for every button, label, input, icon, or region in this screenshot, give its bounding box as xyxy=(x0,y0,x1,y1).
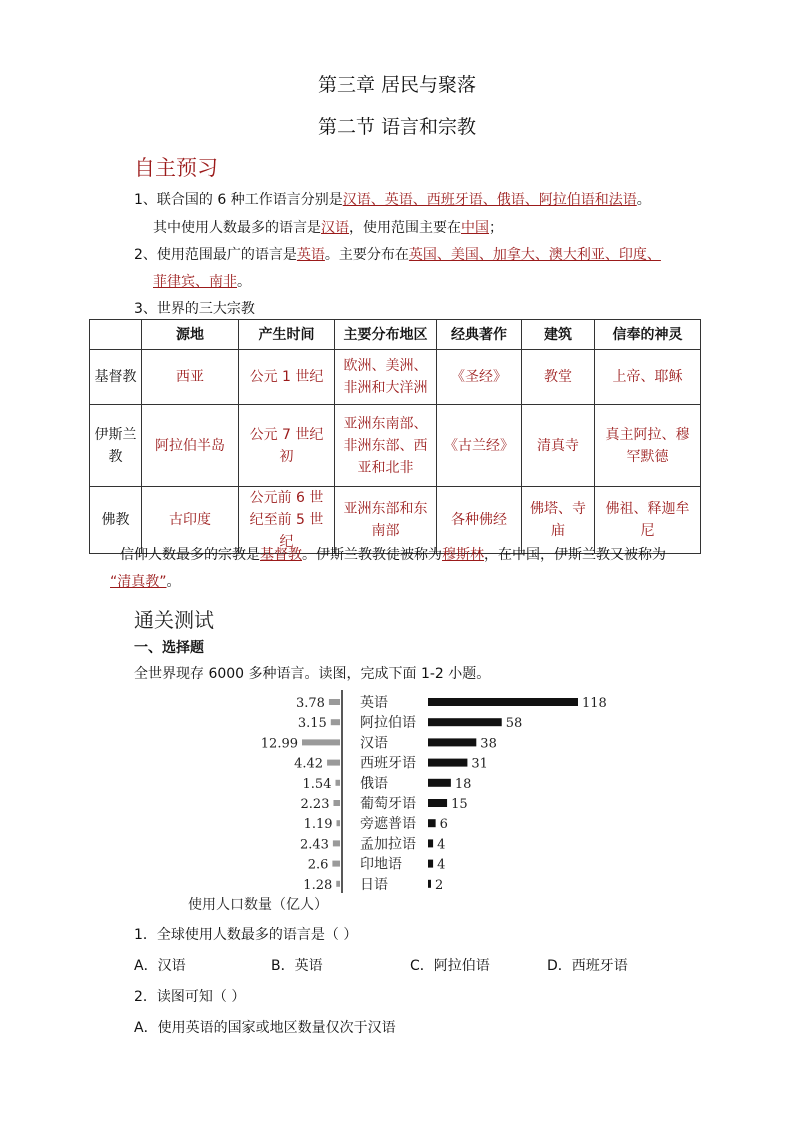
table-cell: 佛塔、寺庙 xyxy=(522,487,595,554)
preview-q2-line2: 菲律宾、南非。 xyxy=(153,274,251,290)
table-header-cell: 建筑 xyxy=(522,320,595,350)
left-value-label: 2.23 xyxy=(300,797,330,812)
question-2: 2．读图可知（ ） xyxy=(134,989,246,1005)
religion-table xyxy=(89,319,701,554)
category-label: 英语 xyxy=(360,695,388,711)
q1-answer-2: 汉语 xyxy=(321,220,349,236)
table-cell: 亚洲东部和东南部 xyxy=(335,487,437,554)
question-1: 1．全球使用人数最多的语言是（ ） xyxy=(134,927,358,943)
left-value-label: 1.28 xyxy=(303,877,333,893)
table-cell: 公元 7 世纪初 xyxy=(239,405,335,487)
right-value-label: 18 xyxy=(454,776,472,792)
preview-note-line2: “清真教”。 xyxy=(110,574,181,590)
left-value-label: 1.54 xyxy=(302,776,332,792)
right-value-label: 4 xyxy=(437,857,446,873)
category-label: 印地语 xyxy=(360,856,402,873)
section-title: 第二节 语言和宗教 xyxy=(317,116,477,138)
table-header-cell: 主要分布地区 xyxy=(335,320,437,350)
q2-answer-2a: 英国、美国、加拿大、澳大利亚、印度、 xyxy=(408,247,661,263)
left-value-label: 3.78 xyxy=(295,696,325,711)
left-value-label: 2.6 xyxy=(307,857,329,873)
table-cell: 《古兰经》 xyxy=(437,405,522,487)
left-value-label: 2.43 xyxy=(299,837,329,853)
preview-q1-line2: 其中使用人数最多的语言是汉语，使用范围主要在中国； xyxy=(153,220,503,236)
table-cell: 西亚 xyxy=(142,350,239,405)
right-value-label: 4 xyxy=(437,837,446,853)
left-bar xyxy=(333,800,340,806)
table-header-cell xyxy=(90,320,142,350)
table-cell: 各种佛经 xyxy=(437,487,522,554)
chapter-title: 第三章 居民与聚落 xyxy=(317,74,477,96)
q1-option-b[interactable]: B．英语 xyxy=(271,958,323,974)
right-value-label: 15 xyxy=(451,797,468,812)
table-cell: 教堂 xyxy=(522,350,595,405)
table-header-cell: 产生时间 xyxy=(239,320,335,350)
table-cell: 公元前 6 世纪至前 5 世纪 xyxy=(239,487,335,554)
q1-option-c[interactable]: C．阿拉伯语 xyxy=(410,958,490,974)
table-cell: 上帝、耶稣 xyxy=(595,350,701,405)
table-cell: 公元 1 世纪 xyxy=(239,350,335,405)
left-value-label: 3.15 xyxy=(297,716,327,732)
q1-answer-3: 中国 xyxy=(461,220,489,236)
table-cell: 亚洲东南部、非洲东部、西亚和北非 xyxy=(335,405,437,487)
table-cell: 古印度 xyxy=(142,487,239,554)
right-bar xyxy=(428,839,433,847)
q1-option-d[interactable]: D．西班牙语 xyxy=(547,958,628,974)
right-bar xyxy=(428,799,447,807)
table-row xyxy=(90,405,701,487)
right-bar xyxy=(428,860,433,868)
right-bar xyxy=(428,880,431,888)
left-value-label: 12.99 xyxy=(260,736,298,752)
table-header-cell: 信奉的神灵 xyxy=(595,320,701,350)
table-header-row xyxy=(90,320,701,350)
preview-q3-title: 3、世界的三大宗教 xyxy=(134,301,255,317)
q1-answer: 汉语、英语、西班牙语、俄语、阿拉伯语和法语 xyxy=(342,192,637,208)
right-bar xyxy=(428,738,476,746)
left-bar xyxy=(335,780,340,786)
test-part-title: 一、选择题 xyxy=(134,640,204,656)
left-value-label: 1.19 xyxy=(303,817,333,833)
preview-note-line1: 信仰人数最多的宗教是基督教。伊斯兰教教徒被称为穆斯林，在中国，伊斯兰教又被称为 xyxy=(120,547,666,563)
chart-xlabel: 使用人口数量（亿人） xyxy=(188,897,328,913)
category-label: 日语 xyxy=(360,876,388,893)
table-cell: 阿拉伯半岛 xyxy=(142,405,239,487)
category-label: 旁遮普语 xyxy=(360,816,416,833)
right-bar xyxy=(428,718,502,726)
note-answer-3: “清真教” xyxy=(110,574,167,590)
table-header-cell: 源地 xyxy=(142,320,239,350)
right-value-label: 2 xyxy=(435,877,444,893)
left-bar xyxy=(333,840,340,846)
right-bar xyxy=(428,698,578,706)
right-value-label: 58 xyxy=(505,716,523,732)
category-label: 阿拉伯语 xyxy=(360,715,416,732)
left-bar xyxy=(302,739,340,745)
left-bar xyxy=(327,760,340,766)
test-intro: 全世界现存 6000 多种语言。读图，完成下面 1-2 小题。 xyxy=(134,666,491,682)
left-bar xyxy=(332,861,340,867)
table-cell: 《圣经》 xyxy=(437,350,522,405)
note-answer: 基督教 xyxy=(260,547,302,563)
left-bar xyxy=(336,881,340,887)
table-header-cell: 经典著作 xyxy=(437,320,522,350)
table-cell: 真主阿拉、穆罕默德 xyxy=(595,405,701,487)
category-label: 汉语 xyxy=(360,735,388,752)
left-bar xyxy=(337,820,340,826)
table-cell: 清真寺 xyxy=(522,405,595,487)
right-bar xyxy=(428,759,467,767)
religion-name: 佛教 xyxy=(90,487,142,554)
right-value-label: 6 xyxy=(439,817,448,833)
left-value-label: 4.42 xyxy=(294,756,324,772)
preview-q1-line1: 1、联合国的 6 种工作语言分别是汉语、英语、西班牙语、俄语、阿拉伯语和法语。 xyxy=(134,192,651,208)
left-bar xyxy=(329,699,340,705)
q1-option-a[interactable]: A．汉语 xyxy=(134,958,186,974)
preview-q2-line1: 2、使用范围最广的语言是英语。主要分布在英国、美国、加拿大、澳大利亚、印度、 xyxy=(134,247,661,263)
q2-answer: 英语 xyxy=(296,247,325,263)
q2-answer-2b: 菲律宾、南非 xyxy=(153,274,237,290)
religion-name: 基督教 xyxy=(90,350,142,405)
language-chart xyxy=(180,688,620,913)
right-value-label: 31 xyxy=(471,756,488,772)
right-bar xyxy=(428,819,436,827)
note-answer-2: 穆斯林 xyxy=(442,547,484,563)
table-cell: 佛祖、释迦牟尼 xyxy=(595,487,701,554)
category-label: 葡萄牙语 xyxy=(360,796,416,812)
right-bar xyxy=(428,779,451,787)
right-value-label: 38 xyxy=(480,736,497,752)
category-label: 西班牙语 xyxy=(360,755,416,772)
religion-name: 伊斯兰教 xyxy=(90,405,142,487)
right-value-label: 118 xyxy=(582,696,607,711)
category-label: 俄语 xyxy=(360,775,388,792)
category-label: 孟加拉语 xyxy=(360,836,416,853)
q2-option-a[interactable]: A．使用英语的国家或地区数量仅次于汉语 xyxy=(134,1020,396,1036)
table-row xyxy=(90,350,701,405)
preview-heading: 自主预习 xyxy=(134,156,218,180)
table-cell: 欧洲、美洲、非洲和大洋洲 xyxy=(335,350,437,405)
test-heading: 通关测试 xyxy=(134,608,214,632)
left-bar xyxy=(331,719,340,725)
